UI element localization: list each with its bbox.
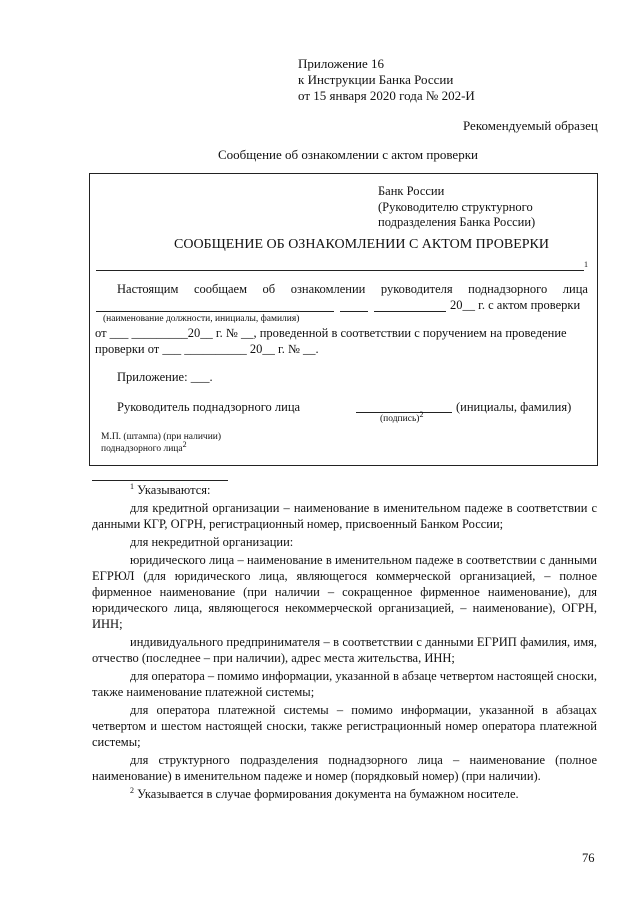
footnote-paragraph-legal-entity: юридического лица – наименование в именительном падеже в соответствии с данными ЕГРЮЛ (для юридического лица, являющегося коммерческой организацией, – полное фирменное наименование (при наличии – сокращенное фирменное наименование), для юридического лица, являющегося некоммерческой организацией, – наименование), ОГРН, ИНН; xyxy=(92,553,597,631)
addressee-line-1: Банк России xyxy=(378,184,445,198)
signature-caption-text: (подпись) xyxy=(380,414,420,424)
footnote-paragraph-credit-org: для кредитной организации – наименование в именительном падеже в соответствии с данными КГР, ОГРН, регистрационный номер, присвоенный Банком России; xyxy=(92,501,597,531)
signature-line xyxy=(356,412,452,413)
signer-title: Руководитель поднадзорного лица xyxy=(117,400,301,414)
form-heading: СООБЩЕНИЕ ОБ ОЗНАКОМЛЕНИИ С АКТОМ ПРОВЕРКИ xyxy=(174,237,549,252)
signature-caption xyxy=(380,409,424,425)
body-word: руководителя xyxy=(380,282,453,296)
footnote-1-heading xyxy=(92,482,597,498)
footnote-paragraph-entrepreneur: индивидуального предпринимателя – в соответствии с данными ЕГРИП фамилия, имя, отчество (последнее – при наличии), адрес места жительства, ИНН; xyxy=(92,635,597,665)
footnotes-block xyxy=(92,482,597,802)
date-month-line xyxy=(374,311,446,312)
body-word: Настоящим xyxy=(117,282,179,296)
body-word: об xyxy=(262,282,276,296)
addressee-line-2: (Руководителю структурного xyxy=(378,200,533,214)
stamp-line-2-text: поднадзорного лица xyxy=(101,444,183,454)
stamp-line-2 xyxy=(101,439,187,455)
body-word: лица xyxy=(562,282,588,296)
appendix-line-1: Приложение 16 xyxy=(298,56,385,71)
footnote-1-marker: 1 xyxy=(584,260,588,269)
footnote-paragraph-operator: для оператора – помимо информации, указанной в абзаце четвертом настоящей сноски, также наименование платежной системы; xyxy=(92,669,597,699)
footnote-paragraph-noncredit: для некредитной организации: xyxy=(130,535,294,549)
appendix-line-2: к Инструкции Банка России xyxy=(298,72,454,87)
footnote-paragraph-subdivision: для структурного подразделения поднадзорного лица – наименование (полное наименование) в именительном падеже и номер (порядковый номер) (при наличии). xyxy=(92,753,597,783)
page-number: 76 xyxy=(582,851,595,865)
footnote-2-marker: 2 xyxy=(419,409,424,419)
body-word: поднадзорного xyxy=(468,282,548,296)
body-word: сообщаем xyxy=(193,282,247,296)
notice-body-line-4: проверки от ___ __________ 20__ г. № __. xyxy=(95,342,319,356)
footnote-2-text: Указывается в случае формирования документа на бумажном носителе. xyxy=(137,787,519,801)
stamp-line-1: М.П. (штампа) (при наличии) xyxy=(101,432,222,442)
footnote-separator xyxy=(92,480,228,481)
organization-name-line xyxy=(96,270,584,271)
signer-initials-caption: (инициалы, фамилия) xyxy=(456,400,572,414)
form-title: Сообщение об ознакомлении с актом проверки xyxy=(218,147,478,162)
footnote-2 xyxy=(92,786,597,802)
stamp-footnote-2-marker: 2 xyxy=(182,439,187,449)
position-caption: (наименование должности, инициалы, фамилия) xyxy=(103,314,300,324)
notice-body-line-2-tail: 20__ г. с актом проверки xyxy=(450,298,581,312)
date-day-line xyxy=(340,311,368,312)
footnote-1-number: 1 xyxy=(130,481,134,491)
notice-body-line-1 xyxy=(117,282,588,297)
addressee-line-3: подразделения Банка России) xyxy=(378,215,536,229)
appendix-line-3: от 15 января 2020 года № 202-И xyxy=(298,88,475,103)
footnote-paragraph-payment-operator: для оператора платежной системы – помимо информации, указанной в абзацах четвертом и шестом настоящей сноски, также регистрационный номер оператора платежной системы; xyxy=(92,703,597,749)
attachment-line: Приложение: ___. xyxy=(117,370,213,384)
footnote-2-number: 2 xyxy=(130,785,134,795)
body-word: ознакомлении xyxy=(290,282,366,296)
notice-body-line-3: от ___ _________20__ г. № __, проведенной в соответствии с поручением на проведение xyxy=(95,326,567,340)
position-name-line xyxy=(96,311,334,312)
footnote-1-title: Указываются: xyxy=(137,483,211,497)
recommended-sample-label: Рекомендуемый образец xyxy=(463,118,598,133)
